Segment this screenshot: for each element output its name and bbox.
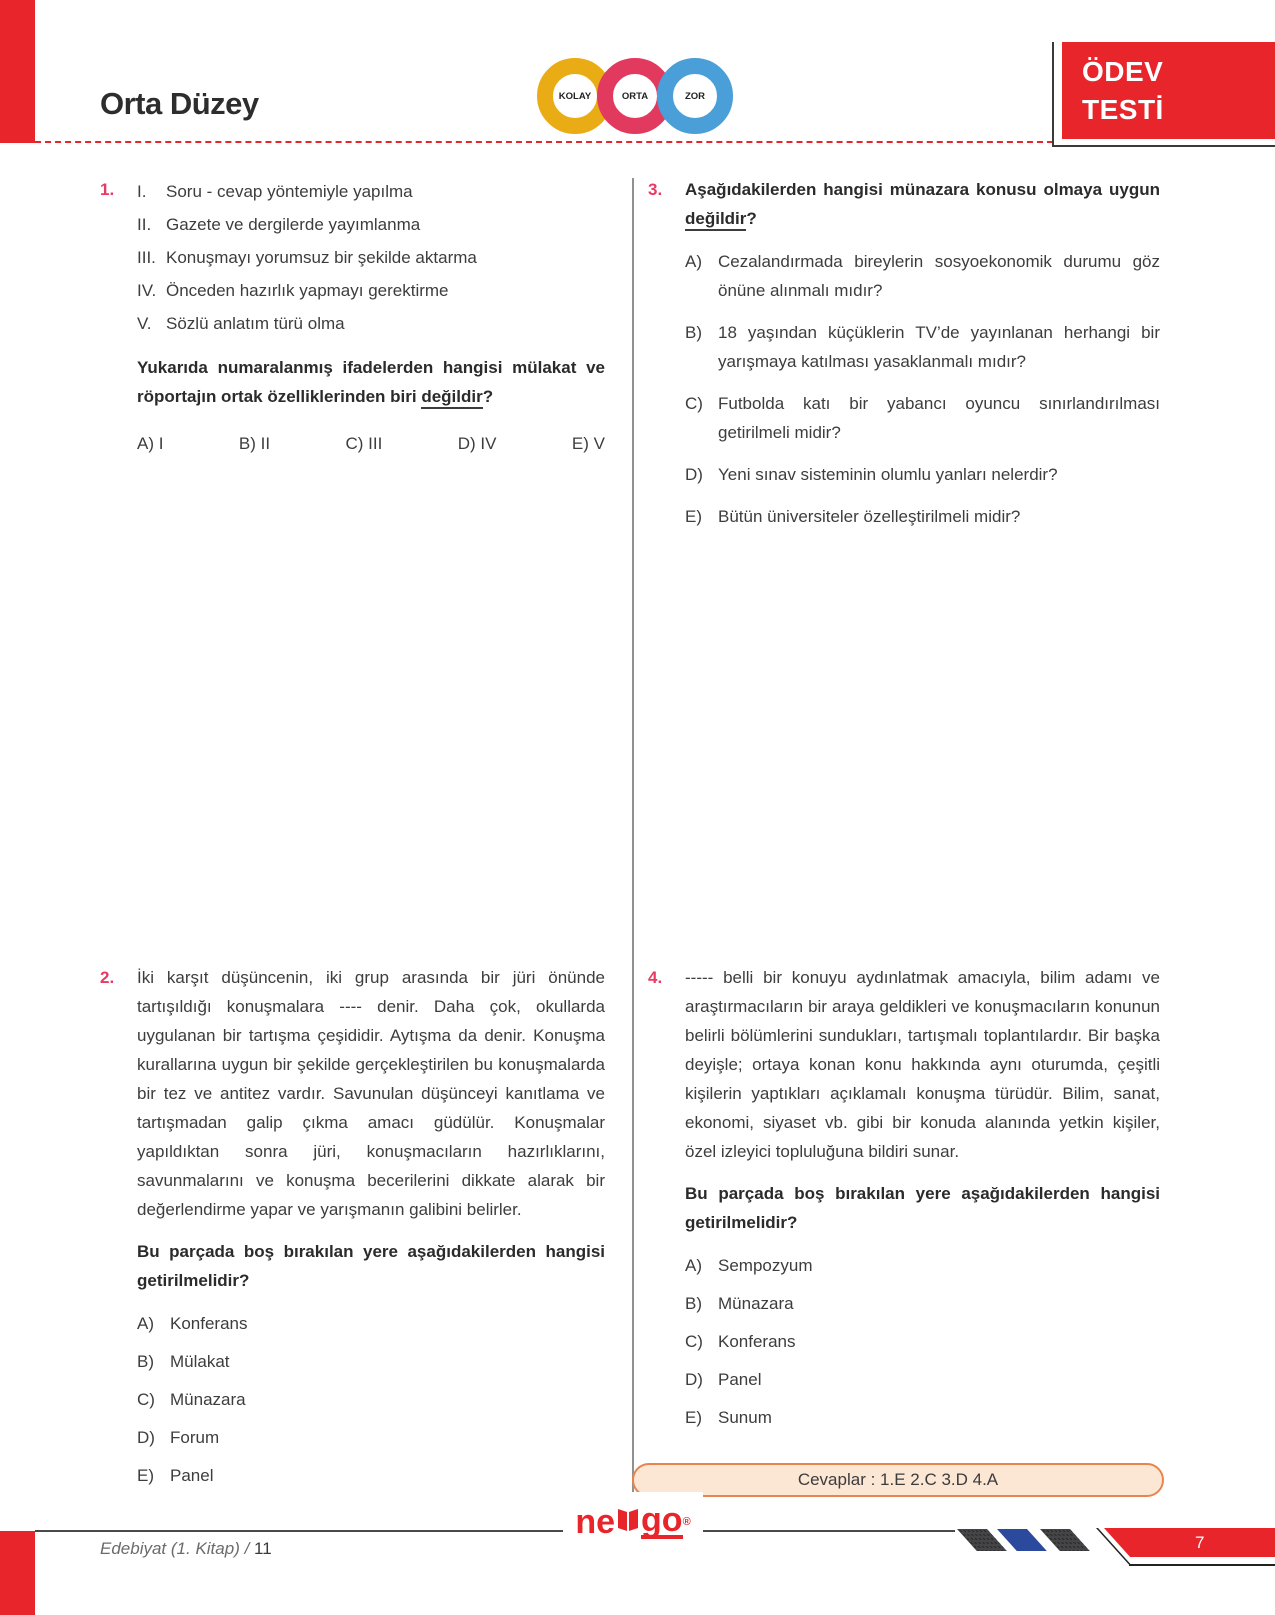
book-icon [615,1503,641,1542]
option-inline: A) I [137,434,164,453]
roman-numeral: V. [137,314,152,333]
question-1 [100,175,605,458]
option-inline: D) IV [457,434,497,453]
options-list [685,1251,1160,1432]
option-letter: C) [685,394,703,413]
option-letter: D) [685,465,703,484]
roman-text: Soru - cevap yöntemiyle yapılma [166,182,413,201]
footer-red-bar [0,1531,35,1615]
difficulty-ring-zor [657,58,733,134]
option-text: Sempozyum [718,1256,813,1275]
book-number: 11 [254,1539,272,1558]
question-number: 2. [100,968,115,987]
stem-underline: değildir [421,387,482,409]
option-letter: E) [685,507,702,526]
option [685,460,1160,489]
option-letter: B) [685,323,702,342]
option [137,1309,605,1338]
option-text: Münazara [170,1390,246,1409]
page-number-band [1104,1528,1275,1557]
page-title: Orta Düzey [100,86,259,121]
question-paragraph: İki karşıt düşüncenin, iki grup arasında bir jüri önünde tartışıldığı konuşmalara ---- denir. Daha çok, okullarda uygulanan bir tartışma çeşididir. Aytışma da denir. Konuşma kurallarına uygun bir şekilde gerçekleştirilen bu konuşmalarda bir tez ve antitez vardır. Savunulan düşünceyi kanıtlama ve tartışmadan galip çıkma amacı güdülür. Konuşmalar yapıldıktan sonra jüri, konuşmacıların hazırlıklarını, savunmalarını ve konuşma becerilerini dikkate alarak bir değerlendirme yapar ve yarışmanın galibini belirler. [137,968,605,1219]
question-number: 3. [648,180,663,199]
stem-underline: değildir [685,209,746,231]
roman-text: Konuşmayı yorumsuz bir şekilde aktarma [166,248,477,267]
main-content [0,148,1275,1530]
option [685,1327,1160,1356]
option-text: Forum [170,1428,220,1447]
roman-numeral: II. [137,215,152,234]
roman-text: Önceden hazırlık yapmayı gerektirme [166,281,449,300]
header-dashed-line [35,141,1053,143]
answers-text: Cevaplar : 1.E 2.C 3.D 4.A [797,1470,999,1489]
footer-bottom-line [1129,1564,1275,1566]
roman-item [137,307,605,340]
option-letter: D) [685,1370,703,1389]
header-corner-vline [1052,42,1054,147]
option-text: Cezalandırmada bireylerin sosyoekonomik durumu göz önüne alınmalı mıdır? [718,252,1160,300]
option-letter: E) [685,1408,702,1427]
option-text: Bütün üniversiteler özelleştirilmeli midir? [718,507,1021,526]
option [685,1365,1160,1394]
roman-item [137,241,605,274]
question-number: 4. [648,968,663,987]
option-inline: B) II [238,434,271,453]
option-text: Futbolda katı bir yabancı oyuncu sınırlandırılması getirilmeli midir? [718,394,1160,442]
question-3 [648,175,1160,531]
option-text: Konferans [718,1332,796,1351]
option [137,1385,605,1414]
option-text: Panel [170,1466,214,1485]
question-paragraph: ----- belli bir konuyu aydınlatmak amacıyla, bilim adamı ve araştırmacıların bir araya geldikleri ve konuşmacıların konunun belirli bölümlerini sundukları, tartışmalı toplantılardır. Bir başka deyişle; ortaya konan konu hakkında aynı oturumda, çeşitli kişilerin yaptıkları açıklamalı konuşma türüdür. Bilim, sanat, ekonomi, siyaset vb. gibi bir konuda alanında yetkin kişiler, özel izleyici topluluğuna bildiri sunar. [685,968,1160,1161]
option [685,1403,1160,1432]
question-stem: Bu parçada boş bırakılan yere aşağıdakilerden hangisi getirilmelidir? [685,1184,1160,1232]
roman-item [137,274,605,307]
roman-item [137,175,605,208]
option-text: 18 yaşından küçüklerin TV’de yayınlanan herhangi bir yarışmaya katılması yasaklanmalı mıdır? [718,323,1160,371]
question-number: 1. [100,180,115,199]
header-red-bar [0,0,35,143]
nego-logo [563,1492,703,1552]
header-corner-hline [1052,145,1275,147]
logo-text-go: go [641,1501,683,1539]
option-letter: A) [685,1256,702,1275]
badge-label: ORTA [621,90,649,102]
question-stem: Bu parçada boş bırakılan yere aşağıdakilerden hangisi getirilmelidir? [137,1242,605,1290]
option [685,318,1160,376]
question-4 [648,963,1160,1432]
difficulty-badges [537,58,733,134]
test-type-title: ÖDEV TESTİ [1082,56,1164,125]
option [685,1251,1160,1280]
option [685,247,1160,305]
question-stem: Yukarıda numaralanmış ifadelerden hangisi mülakat ve röportajın ortak özelliklerinden biri değildir? [137,353,605,411]
book-label: Edebiyat (1. Kitap) / [100,1539,250,1558]
roman-text: Sözlü anlatım türü olma [166,314,345,333]
roman-numeral: IV. [137,281,157,300]
footer-book-reference [100,1539,272,1559]
options-row [137,429,605,458]
option-inline: E) V [571,434,605,453]
page-number: 7 [1195,1533,1205,1552]
option [685,502,1160,531]
question-stem: Aşağıdakilerden hangisi münazara konusu olmaya uygun değildir? [685,175,1160,233]
logo-registered-mark: ® [682,1516,691,1528]
badge-label: KOLAY [558,90,592,102]
roman-text: Gazete ve dergilerde yayımlanma [166,215,421,234]
option-text: Mülakat [170,1352,230,1371]
options-list [137,1309,605,1490]
option-letter: D) [137,1428,155,1447]
option-text: Yeni sınav sisteminin olumlu yanları nelerdir? [718,465,1058,484]
footer-line-left [35,1530,563,1532]
answers-strip [632,1463,1164,1497]
options-list [685,247,1160,531]
footer-line-right [700,1530,955,1532]
option-text: Münazara [718,1294,794,1313]
option-text: Panel [718,1370,762,1389]
option-text: Konferans [170,1314,248,1333]
option [137,1347,605,1376]
roman-numeral: I. [137,182,147,201]
option-letter: C) [685,1332,703,1351]
option-inline: C) III [345,434,383,453]
option-letter: B) [685,1294,702,1313]
logo-text-ne: ne [575,1502,616,1541]
option [685,1289,1160,1318]
footer-stripe-dark-2 [1040,1529,1090,1551]
option-letter: B) [137,1352,154,1371]
test-type-box [1062,42,1275,139]
option [685,389,1160,447]
option [137,1423,605,1452]
option-letter: A) [137,1314,154,1333]
roman-numeral: III. [137,248,156,267]
question-2 [100,963,605,1490]
roman-item [137,208,605,241]
option-letter: C) [137,1390,155,1409]
option [137,1461,605,1490]
column-divider [632,178,634,1518]
badge-label: ZOR [684,90,706,102]
option-letter: E) [137,1466,154,1485]
option-text: Sunum [718,1408,772,1427]
option-letter: A) [685,252,702,271]
